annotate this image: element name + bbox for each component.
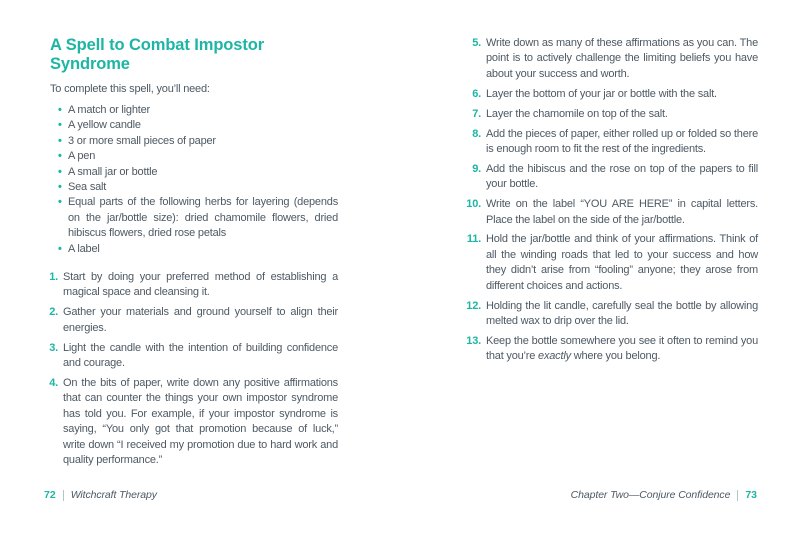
- spell-step: [44, 305, 338, 336]
- steps-list-right: [460, 36, 758, 365]
- spell-step: [44, 376, 338, 468]
- supply-item-label: A label: [68, 242, 100, 255]
- step-number: 12.: [466, 299, 481, 312]
- right-page: [460, 36, 758, 369]
- bullet-icon: •: [58, 134, 62, 147]
- footer-divider: [737, 490, 738, 501]
- step-number: 4.: [49, 377, 58, 389]
- supply-item-label: Sea salt: [68, 181, 107, 194]
- bullet-icon: •: [58, 150, 62, 163]
- step-text: Hold the jar/bottle and think of your affirmations. Think of all the winding roads that led to your success and how they didn’t arise from “fooling” anyone; they arose from different choices and actions.: [486, 233, 758, 292]
- step-number: 3.: [49, 341, 58, 354]
- steps-list-left: [44, 270, 338, 468]
- bullet-icon: •: [58, 242, 62, 255]
- page-title: A Spell to Combat Impostor Syndrome: [50, 36, 265, 73]
- footer-left: [44, 489, 157, 501]
- supply-item-label: A small jar or bottle: [68, 165, 158, 178]
- supply-item: [58, 118, 338, 133]
- page-number-right: 73: [745, 489, 757, 501]
- step-text: Add the hibiscus and the rose on top of the papers to fill your bottle.: [486, 162, 758, 191]
- spell-step: [460, 127, 758, 158]
- bullet-icon: •: [58, 196, 62, 209]
- step-number: 2.: [49, 306, 58, 319]
- supply-item-label: Equal parts of the following herbs for layering (depends on the jar/bottle size): dried chamomile flowers, dried hibiscus flowers, dried rose petals: [68, 196, 338, 240]
- supply-item-label: A pen: [68, 150, 96, 163]
- supply-item: [58, 180, 338, 195]
- step-number: 6.: [472, 87, 481, 100]
- step-text: Start by doing your preferred method of establishing a magical space and cleansing it.: [63, 271, 338, 299]
- bullet-icon: •: [58, 104, 62, 116]
- step-number: 10.: [466, 198, 481, 211]
- step-number: 5.: [472, 37, 481, 49]
- supply-item: [58, 149, 338, 164]
- spell-step: [460, 299, 758, 330]
- step-text: Layer the chamomile on top of the salt.: [486, 107, 668, 120]
- step-text: Write on the label “YOU ARE HERE” in capital letters. Place the label on the side of the jar/bottle.: [486, 198, 758, 226]
- step-text: Add the pieces of paper, either rolled up or folded so there is enough room to fit the rest of the ingredients.: [486, 127, 758, 155]
- supply-item: [58, 134, 338, 149]
- supply-item: [58, 195, 338, 241]
- spell-step: [44, 341, 338, 372]
- intro-text: To complete this spell, you’ll need:: [50, 83, 210, 95]
- spell-step: [460, 197, 758, 228]
- spell-step: [460, 107, 758, 122]
- supplies-list: [58, 103, 338, 257]
- step-number: 11.: [466, 233, 481, 246]
- supply-item-label: A match or lighter: [68, 104, 150, 116]
- step-text: Keep the bottle somewhere you see it often to remind you that you’re exactly where you belong.: [486, 334, 758, 363]
- step-text: Write down as many of these affirmations as you can. The point is to actively challenge the limiting beliefs you have about your success and worth.: [486, 37, 758, 80]
- step-number: 8.: [472, 127, 481, 140]
- supply-item: [58, 165, 338, 180]
- supply-item: [58, 242, 338, 257]
- spell-step: [44, 270, 338, 301]
- bullet-icon: •: [58, 181, 62, 194]
- step-number: 13.: [466, 334, 481, 347]
- page-number-left: 72: [44, 489, 56, 501]
- step-text: Gather your materials and ground yourself to align their energies.: [63, 306, 338, 334]
- step-number: 9.: [472, 162, 481, 175]
- bullet-icon: •: [58, 119, 62, 132]
- footer-divider: [63, 490, 64, 501]
- step-text: Light the candle with the intention of building confidence and courage.: [63, 341, 338, 370]
- supply-item-label: 3 or more small pieces of paper: [68, 134, 216, 147]
- supply-item-label: A yellow candle: [68, 119, 141, 132]
- book-title: Witchcraft Therapy: [70, 489, 157, 501]
- spell-step: [460, 36, 758, 82]
- chapter-title: Chapter Two—Conjure Confidence: [570, 489, 731, 501]
- step-text: Holding the lit candle, carefully seal the bottle by allowing melted wax to drip over the lid.: [486, 299, 758, 327]
- spell-step: [460, 334, 758, 365]
- step-text: On the bits of paper, write down any positive affirmations that can counter the things your own impostor syndrome has told you. For example, if your impostor syndrome is saying, “You only got that promotion because of luck,” write down “I received my promotion due to hard work and quality performance.”: [63, 377, 338, 467]
- bullet-icon: •: [58, 165, 62, 178]
- step-number: 1.: [49, 271, 58, 284]
- spell-step: [460, 162, 758, 193]
- supply-item: [58, 103, 338, 118]
- step-text: Layer the bottom of your jar or bottle with the salt.: [486, 87, 717, 100]
- spell-step: [460, 232, 758, 294]
- left-page: [44, 36, 338, 473]
- spell-step: [460, 87, 758, 102]
- step-number: 7.: [472, 107, 481, 120]
- footer-right: [571, 489, 757, 501]
